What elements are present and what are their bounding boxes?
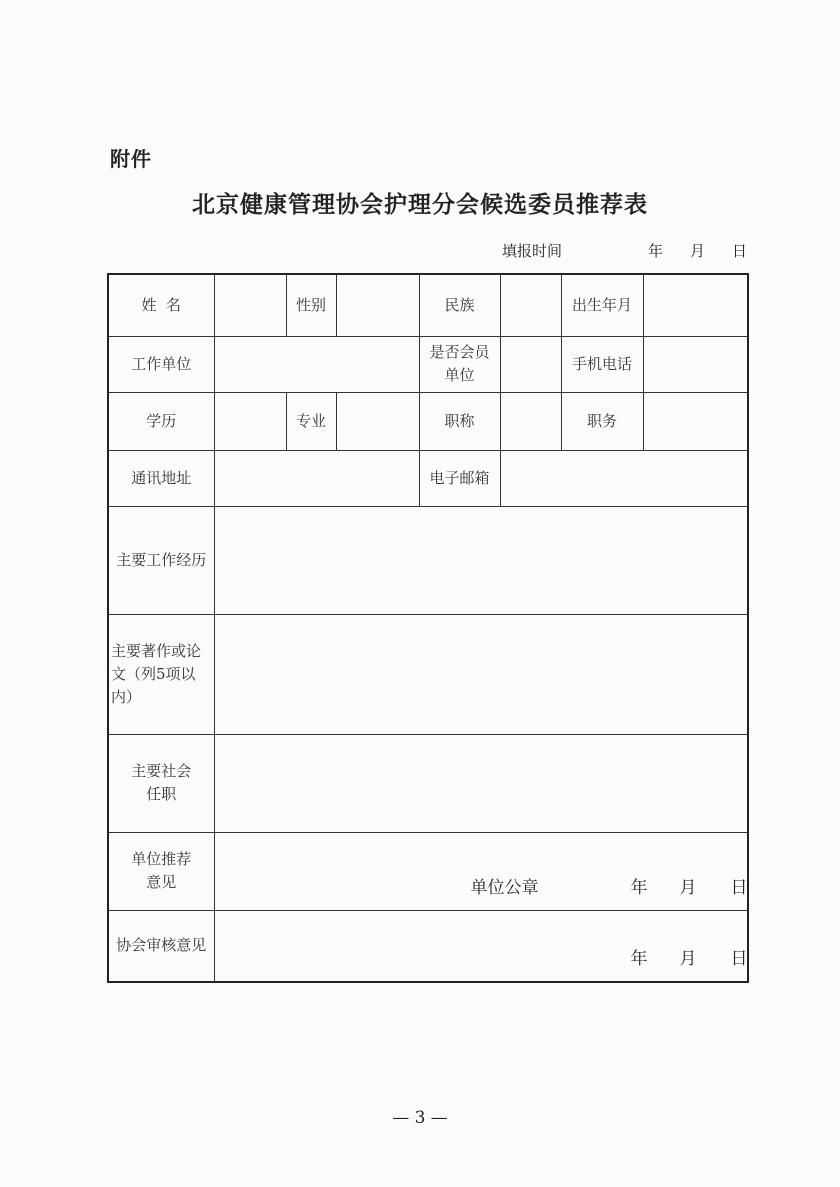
- fill-date-line: [0, 240, 840, 262]
- member-unit-field[interactable]: [500, 336, 561, 392]
- unit-opinion-year: 年: [630, 877, 648, 898]
- association-review-day: 日: [730, 949, 748, 969]
- birth-label: 出生年月: [561, 274, 643, 336]
- education-field[interactable]: [214, 392, 286, 450]
- employer-field[interactable]: [214, 336, 419, 392]
- major-label: 专业: [286, 392, 336, 450]
- association-review-label: 协会审核意见: [108, 910, 214, 982]
- email-field[interactable]: [500, 450, 748, 506]
- page-number: — 3 —: [392, 1108, 448, 1128]
- social-roles-label: 主要社会任职: [108, 734, 214, 832]
- member-unit-label: 是否会员单位: [419, 336, 500, 392]
- address-field[interactable]: [214, 450, 419, 506]
- mobile-label: 手机电话: [561, 336, 643, 392]
- unit-opinion-day: 日: [730, 877, 748, 898]
- fill-date-label: 填报时间: [502, 242, 563, 260]
- position-label: 职务: [561, 392, 643, 450]
- employer-label: 工作单位: [108, 336, 214, 392]
- unit-opinion-field[interactable]: [214, 832, 748, 910]
- attachment-label: 附件: [110, 147, 152, 171]
- publications-field[interactable]: [214, 614, 748, 734]
- recommendation-form-table: [107, 273, 749, 983]
- address-label: 通讯地址: [108, 450, 214, 506]
- unit-opinion-label: 单位推荐意见: [108, 832, 214, 910]
- birth-field[interactable]: [643, 274, 748, 336]
- association-review-month: 月: [679, 949, 697, 969]
- unit-seal-label: 单位公章: [470, 877, 539, 898]
- email-label: 电子邮箱: [419, 450, 500, 506]
- work-history-field[interactable]: [214, 506, 748, 614]
- publications-label: 主要著作或论文（列5项以内）: [108, 614, 214, 734]
- ethnicity-label: 民族: [419, 274, 500, 336]
- name-label: 姓 名: [108, 274, 214, 336]
- professional-title-label: 职称: [419, 392, 500, 450]
- education-label: 学历: [108, 392, 214, 450]
- name-field[interactable]: [214, 274, 286, 336]
- work-history-label: 主要工作经历: [108, 506, 214, 614]
- major-field[interactable]: [336, 392, 419, 450]
- professional-title-field[interactable]: [500, 392, 561, 450]
- association-review-field[interactable]: [214, 910, 748, 982]
- unit-opinion-month: 月: [679, 877, 697, 898]
- fill-date-year: 年: [648, 242, 664, 260]
- association-review-year: 年: [630, 949, 648, 969]
- fill-date-month: 月: [690, 242, 706, 260]
- ethnicity-field[interactable]: [500, 274, 561, 336]
- gender-label: 性别: [286, 274, 336, 336]
- position-field[interactable]: [643, 392, 748, 450]
- social-roles-field[interactable]: [214, 734, 748, 832]
- form-title: 北京健康管理协会护理分会候选委员推荐表: [192, 192, 648, 218]
- mobile-field[interactable]: [643, 336, 748, 392]
- gender-field[interactable]: [336, 274, 419, 336]
- fill-date-day: 日: [732, 242, 748, 260]
